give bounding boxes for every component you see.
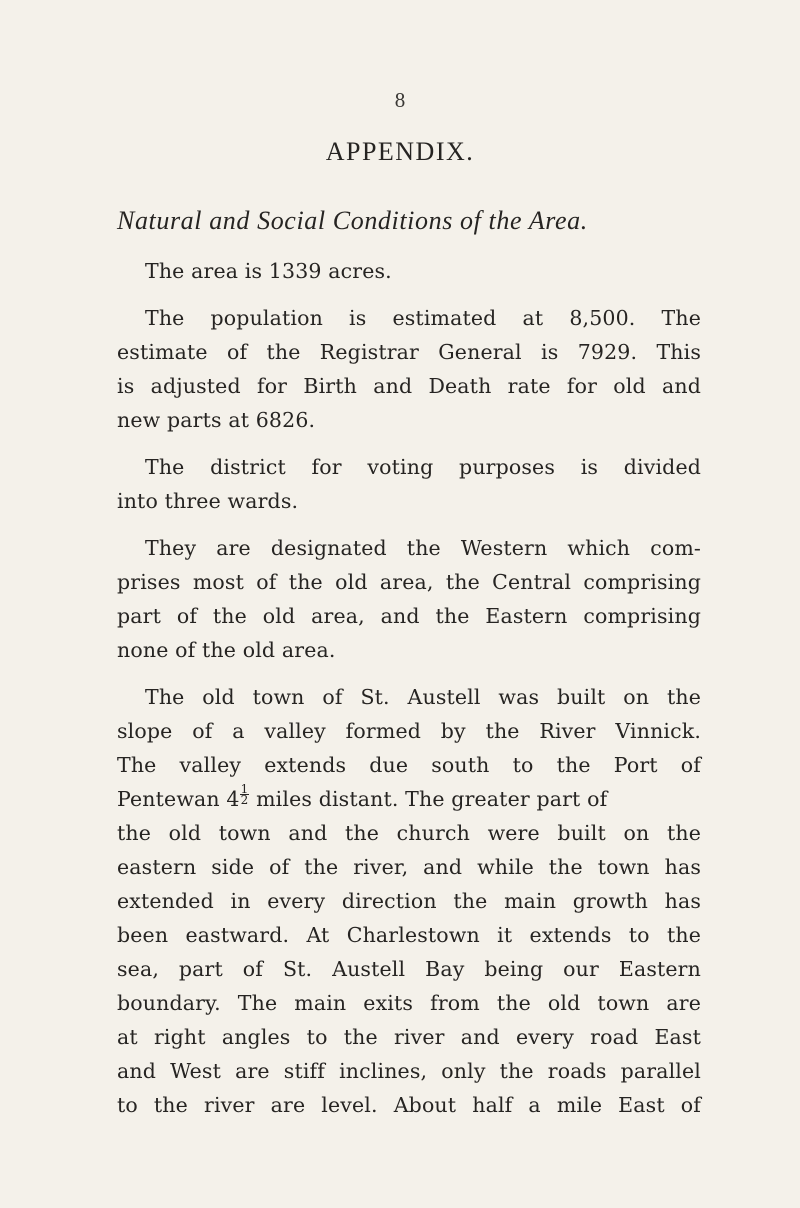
paragraph-line: part of the old area, and the Eastern comprising (117, 604, 701, 628)
paragraph-line: boundary. The main exits from the old town are (117, 991, 701, 1015)
paragraph-line: estimate of the Registrar General is 7929. This (117, 340, 701, 364)
paragraph-line: They are designated the Western which com- (145, 536, 701, 560)
paragraph-line: slope of a valley formed by the River Vinnick. (117, 719, 701, 743)
paragraph-line: is adjusted for Birth and Death rate for old and (117, 374, 701, 398)
paragraph-line-with-fraction (117, 782, 701, 816)
fraction-numerator: 1 (240, 782, 249, 796)
paragraph-line: at right angles to the river and every road East (117, 1025, 701, 1049)
paragraph-line: new parts at 6826. (117, 408, 316, 432)
paragraph-line: into three wards. (117, 489, 299, 513)
line-text-after: miles distant. The greater part of (249, 787, 608, 811)
section-subheading: Natural and Social Conditions of the Area. (117, 206, 588, 235)
paragraph-line: eastern side of the river, and while the town has (117, 855, 701, 879)
paragraph-line: The old town of St. Austell was built on the (145, 685, 701, 709)
paragraph-line: The district for voting purposes is divided (145, 455, 701, 479)
paragraph-line: prises most of the old area, the Central comprising (117, 570, 701, 594)
page-heading: APPENDIX. (325, 137, 475, 166)
paragraph-line: to the river are level. About half a mile East of (117, 1093, 701, 1117)
fraction-half (240, 784, 250, 805)
paragraph-line: the old town and the church were built on the (117, 821, 701, 845)
paragraph-line: none of the old area. (117, 638, 336, 662)
page-number: 8 (394, 88, 406, 112)
paragraph-line: The valley extends due south to the Port of (117, 753, 701, 777)
paragraph-line: The population is estimated at 8,500. The (145, 306, 701, 330)
paragraph-line: The area is 1339 acres. (145, 259, 392, 283)
fraction-denominator: 2 (240, 793, 249, 807)
line-text-before: Pentewan 4 (117, 787, 240, 811)
paragraph-line: and West are stiff inclines, only the roads parallel (117, 1059, 701, 1083)
paragraph-line: been eastward. At Charlestown it extends to the (117, 923, 701, 947)
paragraph-line: sea, part of St. Austell Bay being our Eastern (117, 957, 701, 981)
paragraph-line: extended in every direction the main growth has (117, 889, 701, 913)
